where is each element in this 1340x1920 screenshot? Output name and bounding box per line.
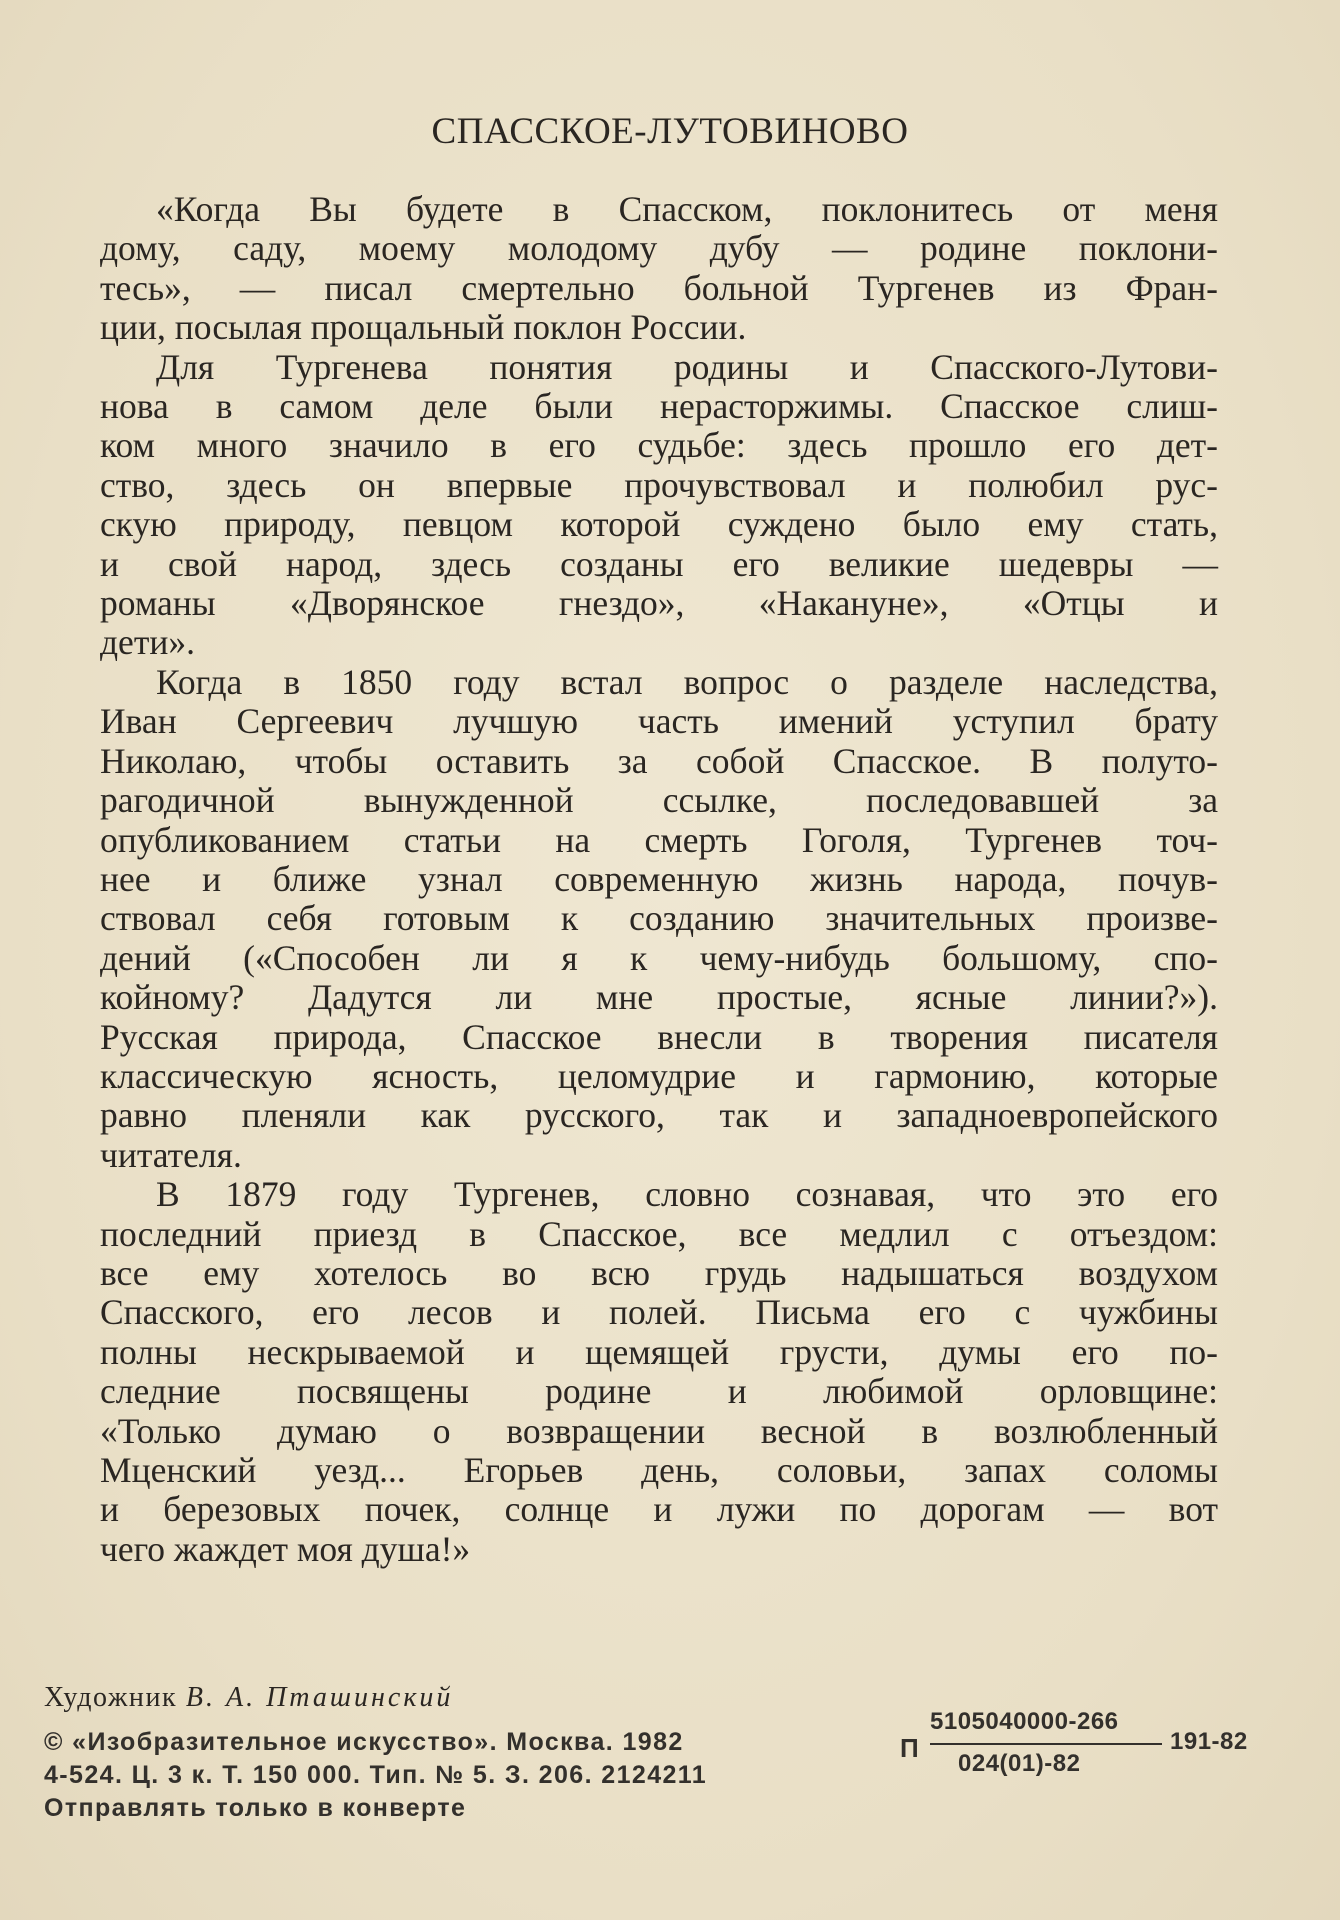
text-line: дений («Способен ли я к чему-нибудь большому, спо-	[100, 937, 1218, 978]
text-line: ком много значило в его судьбе: здесь прошло его дет-	[100, 425, 1218, 466]
publisher-line: © «Изобразительное искусство». Москва. 1982	[44, 1728, 684, 1756]
text-line: классическую ясность, целомудрие и гармонию, которые	[100, 1055, 1218, 1096]
text-line: «Только думаю о возвращении весной в возлюбленный	[100, 1410, 1218, 1451]
text-line: и березовых почек, солнце и лужи по дорогам — вот	[100, 1489, 1218, 1530]
text-line: и свой народ, здесь созданы его великие шедевры —	[100, 543, 1218, 584]
paragraph	[100, 348, 1218, 663]
text-line: читателя.	[100, 1134, 242, 1175]
paragraph	[100, 190, 1218, 348]
text-line: нее и ближе узнал современную жизнь народа, почув-	[100, 858, 1218, 899]
code-denominator: 024(01)-82	[958, 1750, 1081, 1777]
code-numerator: 5105040000-266	[930, 1708, 1119, 1735]
text-line: Когда в 1850 году встал вопрос о разделе наследства,	[156, 661, 1218, 702]
code-fraction-rule	[930, 1743, 1162, 1745]
mailing-note: Отправлять только в конверте	[44, 1794, 467, 1822]
text-line: следние посвящены родине и любимой орловщине:	[100, 1371, 1218, 1412]
text-line: «Когда Вы будете в Спасском, поклонитесь от меня	[156, 189, 1218, 229]
code-suffix: 191-82	[1170, 1728, 1248, 1755]
text-line: опубликованием статьи на смерть Гоголя, Тургенев точ-	[100, 819, 1218, 860]
imprint-block	[44, 1726, 707, 1825]
text-line: дому, саду, моему молодому дубу — родине поклони-	[100, 228, 1218, 269]
paragraph	[100, 1175, 1218, 1569]
text-line: ство, здесь он впервые прочувствовал и полюбил рус-	[100, 464, 1218, 505]
text-line: койному? Дадутся ли мне простые, ясные линии?»).	[100, 977, 1218, 1018]
text-line: полны нескрываемой и щемящей грусти, думы его по-	[100, 1331, 1218, 1372]
paragraph	[100, 663, 1218, 1175]
print-details-line: 4-524. Ц. 3 к. Т. 150 000. Тип. № 5. З. 206. 2124211	[44, 1761, 708, 1789]
text-line: тесь», — писал смертельно больной Тургенев из Фран-	[100, 267, 1218, 308]
text-line: Мценский уезд... Егорьев день, соловьи, запах соломы	[100, 1450, 1218, 1490]
text-line: В 1879 году Тургенев, словно сознавая, что это его	[156, 1174, 1218, 1215]
artist-name: В. А. Пташинский	[185, 1682, 454, 1713]
text-line: скую природу, певцом которой суждено было ему стать,	[100, 504, 1218, 545]
artist-label: Художник	[44, 1682, 178, 1713]
text-line: Спасского, его лесов и полей. Письма его с чужбины	[100, 1292, 1218, 1333]
text-line: Для Тургенева понятия родины и Спасского-Лутови-	[156, 346, 1218, 387]
text-line: чего жаждет моя душа!»	[100, 1528, 471, 1569]
text-line: последний приезд в Спасское, все медлил с отъездом:	[100, 1213, 1218, 1254]
text-line: романы «Дворянское гнездо», «Накануне», «Отцы и	[100, 583, 1218, 624]
code-prefix: П	[900, 1733, 919, 1763]
text-line: все ему хотелось во всю грудь надышаться воздухом	[100, 1252, 1218, 1293]
text-line: Николаю, чтобы оставить за собой Спасское. В полуто-	[100, 740, 1218, 781]
text-line: ствовал себя готовым к созданию значительных произве-	[100, 898, 1218, 939]
text-line: рагодичной вынужденной ссылке, последовавшей за	[100, 780, 1218, 821]
artist-credit	[44, 1682, 453, 1714]
text-line: Иван Сергеевич лучшую часть имений уступил брату	[100, 701, 1218, 742]
text-line: дети».	[100, 622, 195, 663]
text-line: нова в самом деле были нерасторжимы. Спасское слиш-	[100, 386, 1218, 427]
page-title: СПАССКОЕ-ЛУТОВИНОВО	[431, 111, 909, 152]
article-body	[100, 190, 1218, 1569]
text-line: ции, посылая прощальный поклон России.	[100, 307, 747, 348]
text-line: Русская природа, Спасское внесли в творения писателя	[100, 1016, 1218, 1057]
text-line: равно пленяли как русского, так и западноевропейского	[100, 1095, 1218, 1136]
